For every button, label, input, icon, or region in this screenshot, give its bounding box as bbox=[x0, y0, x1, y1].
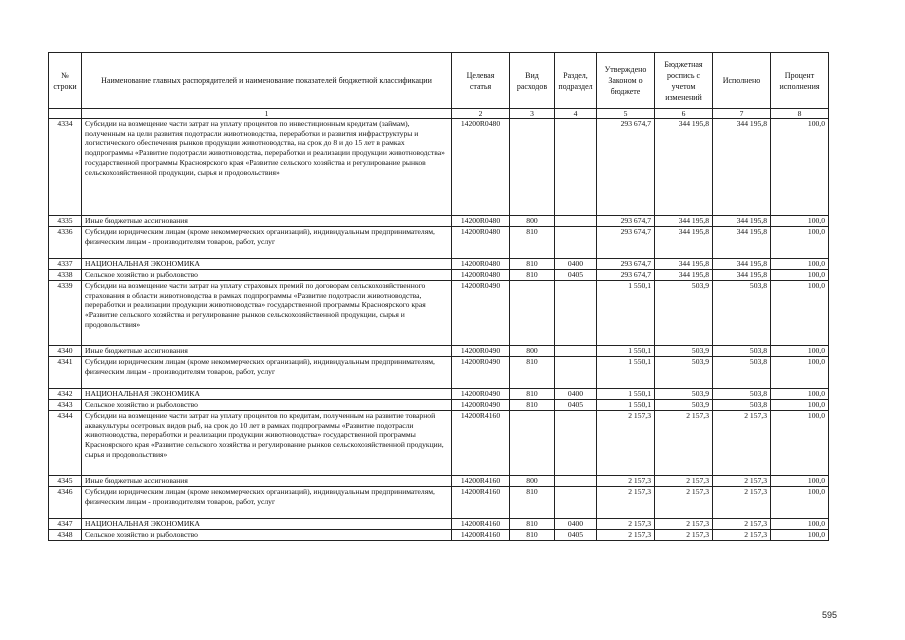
budget-table bbox=[48, 52, 829, 541]
table-row bbox=[49, 216, 829, 227]
row-executed: 2 157,3 bbox=[713, 476, 771, 487]
row-target-article: 14200R0480 bbox=[452, 270, 510, 281]
column-number: 5 bbox=[597, 109, 655, 119]
table-row bbox=[49, 357, 829, 389]
row-executed: 503,8 bbox=[713, 389, 771, 400]
row-number: 4339 bbox=[49, 281, 82, 346]
header-section: Раздел, подраздел bbox=[555, 53, 597, 109]
row-executed: 2 157,3 bbox=[713, 530, 771, 541]
row-percent: 100,0 bbox=[771, 400, 829, 411]
row-number: 4347 bbox=[49, 519, 82, 530]
row-target-article: 14200R0490 bbox=[452, 357, 510, 389]
row-approved: 2 157,3 bbox=[597, 530, 655, 541]
row-name: НАЦИОНАЛЬНАЯ ЭКОНОМИКА bbox=[82, 519, 452, 530]
row-approved: 2 157,3 bbox=[597, 519, 655, 530]
table-row bbox=[49, 259, 829, 270]
row-section bbox=[555, 476, 597, 487]
row-target-article: 14200R0490 bbox=[452, 346, 510, 357]
table-row bbox=[49, 119, 829, 216]
row-approved: 1 550,1 bbox=[597, 389, 655, 400]
budget-sheet bbox=[48, 52, 829, 541]
table-row bbox=[49, 270, 829, 281]
column-number: 6 bbox=[655, 109, 713, 119]
row-executed: 344 195,8 bbox=[713, 270, 771, 281]
row-target-article: 14200R0490 bbox=[452, 400, 510, 411]
row-allocation: 344 195,8 bbox=[655, 119, 713, 216]
row-expense-type: 810 bbox=[510, 519, 555, 530]
table-row bbox=[49, 227, 829, 259]
row-allocation: 2 157,3 bbox=[655, 476, 713, 487]
row-allocation: 344 195,8 bbox=[655, 259, 713, 270]
row-name: Сельское хозяйство и рыболовство bbox=[82, 530, 452, 541]
row-allocation: 503,9 bbox=[655, 389, 713, 400]
table-row bbox=[49, 400, 829, 411]
row-section bbox=[555, 411, 597, 476]
row-number: 4335 bbox=[49, 216, 82, 227]
column-number: 4 bbox=[555, 109, 597, 119]
row-number: 4346 bbox=[49, 487, 82, 519]
row-section: 0405 bbox=[555, 530, 597, 541]
row-target-article: 14200R4160 bbox=[452, 476, 510, 487]
row-number: 4337 bbox=[49, 259, 82, 270]
row-executed: 344 195,8 bbox=[713, 259, 771, 270]
row-name: Иные бюджетные ассигнования bbox=[82, 346, 452, 357]
row-name: Субсидии на возмещение части затрат на уплату процентов по инвестиционным кредитам (займам), полученным на цели развития подотрасли животноводства, переработки и развития инфраструктуры и логистического обеспечения рынков продукции животноводства, на срок до 8 и до 15 лет в рамках подпрограммы «Развитие подотрасли животноводства, переработки и реализации продукции животноводства» государственной программы Красноярского края «Развитие сельского хозяйства и регулирование рынков сельскохозяйственной продукции, сырья и продовольствия» bbox=[82, 119, 452, 216]
row-percent: 100,0 bbox=[771, 227, 829, 259]
row-target-article: 14200R0490 bbox=[452, 389, 510, 400]
row-name: НАЦИОНАЛЬНАЯ ЭКОНОМИКА bbox=[82, 259, 452, 270]
row-number: 4345 bbox=[49, 476, 82, 487]
row-approved: 293 674,7 bbox=[597, 270, 655, 281]
row-number: 4340 bbox=[49, 346, 82, 357]
row-expense-type bbox=[510, 411, 555, 476]
row-name: НАЦИОНАЛЬНАЯ ЭКОНОМИКА bbox=[82, 389, 452, 400]
column-number: 8 bbox=[771, 109, 829, 119]
row-name: Иные бюджетные ассигнования bbox=[82, 216, 452, 227]
row-approved: 1 550,1 bbox=[597, 281, 655, 346]
row-executed: 2 157,3 bbox=[713, 487, 771, 519]
row-allocation: 344 195,8 bbox=[655, 270, 713, 281]
row-executed: 503,8 bbox=[713, 281, 771, 346]
table-row bbox=[49, 346, 829, 357]
table-row bbox=[49, 476, 829, 487]
row-approved: 293 674,7 bbox=[597, 227, 655, 259]
row-name: Сельское хозяйство и рыболовство bbox=[82, 400, 452, 411]
row-percent: 100,0 bbox=[771, 411, 829, 476]
column-number: 7 bbox=[713, 109, 771, 119]
row-percent: 100,0 bbox=[771, 389, 829, 400]
row-executed: 344 195,8 bbox=[713, 227, 771, 259]
row-section: 0400 bbox=[555, 389, 597, 400]
row-allocation: 2 157,3 bbox=[655, 411, 713, 476]
row-expense-type: 810 bbox=[510, 389, 555, 400]
header-allocation: Бюджетная роспись с учетом изменений bbox=[655, 53, 713, 109]
row-percent: 100,0 bbox=[771, 487, 829, 519]
row-expense-type: 810 bbox=[510, 400, 555, 411]
row-allocation: 344 195,8 bbox=[655, 227, 713, 259]
row-name: Субсидии на возмещение части затрат на уплату процентов по кредитам, полученным на развитие товарной аквакультуры осетровых видов рыб, на срок до 10 лет в рамках подпрограммы «Развитие подотрасли животноводства, переработки и реализации продукции животноводства» государственной программы Красноярского края «Развитие сельского хозяйства и регулирование рынков сельскохозяйственной продукции, сырья и продовольствия» bbox=[82, 411, 452, 476]
row-target-article: 14200R0490 bbox=[452, 281, 510, 346]
row-number: 4348 bbox=[49, 530, 82, 541]
row-name: Субсидии на возмещение части затрат на уплату страховых премий по договорам сельскохозяйственного страхования в области животноводства в рамках подпрограммы «Развитие подотрасли животноводства, переработки и реализации продукции животноводства» государственной программы Красноярского края «Развитие сельского хозяйства и регулирование рынков сельскохозяйственной продукции, сырья и продовольствия» bbox=[82, 281, 452, 346]
row-percent: 100,0 bbox=[771, 519, 829, 530]
row-executed: 2 157,3 bbox=[713, 519, 771, 530]
header-percent: Процент исполнения bbox=[771, 53, 829, 109]
row-section bbox=[555, 119, 597, 216]
row-expense-type: 800 bbox=[510, 346, 555, 357]
header-row-no: № строки bbox=[49, 53, 82, 109]
column-number bbox=[49, 109, 82, 119]
row-target-article: 14200R0480 bbox=[452, 119, 510, 216]
row-name: Субсидии юридическим лицам (кроме некоммерческих организаций), индивидуальным предпринимателям, физическим лицам - производителям товаров, работ, услуг bbox=[82, 357, 452, 389]
row-target-article: 14200R4160 bbox=[452, 530, 510, 541]
row-expense-type: 810 bbox=[510, 227, 555, 259]
row-name: Сельское хозяйство и рыболовство bbox=[82, 270, 452, 281]
row-section bbox=[555, 346, 597, 357]
row-approved: 293 674,7 bbox=[597, 119, 655, 216]
header-approved: Утверждено Законом о бюджете bbox=[597, 53, 655, 109]
row-approved: 1 550,1 bbox=[597, 357, 655, 389]
row-name: Субсидии юридическим лицам (кроме некоммерческих организаций), индивидуальным предпринимателям, физическим лицам - производителям товаров, работ, услуг bbox=[82, 227, 452, 259]
table-row bbox=[49, 281, 829, 346]
table-row bbox=[49, 411, 829, 476]
header-target: Целевая статья bbox=[452, 53, 510, 109]
column-number-row bbox=[49, 109, 829, 119]
row-expense-type: 810 bbox=[510, 270, 555, 281]
row-number: 4341 bbox=[49, 357, 82, 389]
column-number: 3 bbox=[510, 109, 555, 119]
row-section bbox=[555, 281, 597, 346]
row-allocation: 2 157,3 bbox=[655, 487, 713, 519]
header-expense-type: Вид расходов bbox=[510, 53, 555, 109]
row-number: 4342 bbox=[49, 389, 82, 400]
row-allocation: 503,9 bbox=[655, 400, 713, 411]
row-allocation: 503,9 bbox=[655, 357, 713, 389]
table-row bbox=[49, 530, 829, 541]
row-section bbox=[555, 357, 597, 389]
row-approved: 1 550,1 bbox=[597, 400, 655, 411]
row-target-article: 14200R0480 bbox=[452, 216, 510, 227]
row-executed: 344 195,8 bbox=[713, 216, 771, 227]
row-approved: 293 674,7 bbox=[597, 259, 655, 270]
row-section bbox=[555, 216, 597, 227]
row-section bbox=[555, 487, 597, 519]
row-percent: 100,0 bbox=[771, 216, 829, 227]
row-section: 0400 bbox=[555, 259, 597, 270]
row-executed: 503,8 bbox=[713, 400, 771, 411]
row-executed: 2 157,3 bbox=[713, 411, 771, 476]
row-target-article: 14200R0480 bbox=[452, 259, 510, 270]
row-target-article: 14200R4160 bbox=[452, 519, 510, 530]
row-expense-type bbox=[510, 119, 555, 216]
row-allocation: 344 195,8 bbox=[655, 216, 713, 227]
row-section bbox=[555, 227, 597, 259]
row-number: 4334 bbox=[49, 119, 82, 216]
row-section: 0405 bbox=[555, 270, 597, 281]
row-allocation: 2 157,3 bbox=[655, 519, 713, 530]
row-expense-type: 810 bbox=[510, 487, 555, 519]
row-expense-type: 800 bbox=[510, 216, 555, 227]
row-name: Иные бюджетные ассигнования bbox=[82, 476, 452, 487]
row-approved: 1 550,1 bbox=[597, 346, 655, 357]
row-target-article: 14200R4160 bbox=[452, 487, 510, 519]
row-name: Субсидии юридическим лицам (кроме некоммерческих организаций), индивидуальным предпринимателям, физическим лицам - производителям товаров, работ, услуг bbox=[82, 487, 452, 519]
table-row bbox=[49, 487, 829, 519]
row-section: 0405 bbox=[555, 400, 597, 411]
row-executed: 503,8 bbox=[713, 357, 771, 389]
row-approved: 293 674,7 bbox=[597, 216, 655, 227]
row-number: 4343 bbox=[49, 400, 82, 411]
row-approved: 2 157,3 bbox=[597, 411, 655, 476]
row-number: 4344 bbox=[49, 411, 82, 476]
row-percent: 100,0 bbox=[771, 119, 829, 216]
row-approved: 2 157,3 bbox=[597, 476, 655, 487]
row-percent: 100,0 bbox=[771, 357, 829, 389]
row-approved: 2 157,3 bbox=[597, 487, 655, 519]
table-row bbox=[49, 519, 829, 530]
row-expense-type: 810 bbox=[510, 530, 555, 541]
table-row bbox=[49, 389, 829, 400]
row-executed: 344 195,8 bbox=[713, 119, 771, 216]
row-expense-type: 810 bbox=[510, 259, 555, 270]
row-percent: 100,0 bbox=[771, 346, 829, 357]
header-executed: Исполнено bbox=[713, 53, 771, 109]
row-expense-type bbox=[510, 281, 555, 346]
row-percent: 100,0 bbox=[771, 281, 829, 346]
column-number: 1 bbox=[82, 109, 452, 119]
row-allocation: 503,9 bbox=[655, 346, 713, 357]
row-number: 4338 bbox=[49, 270, 82, 281]
page-number: 595 bbox=[822, 610, 838, 620]
column-number: 2 bbox=[452, 109, 510, 119]
row-executed: 503,8 bbox=[713, 346, 771, 357]
row-expense-type: 810 bbox=[510, 357, 555, 389]
row-percent: 100,0 bbox=[771, 530, 829, 541]
row-percent: 100,0 bbox=[771, 476, 829, 487]
row-number: 4336 bbox=[49, 227, 82, 259]
row-percent: 100,0 bbox=[771, 270, 829, 281]
row-allocation: 503,9 bbox=[655, 281, 713, 346]
row-target-article: 14200R0480 bbox=[452, 227, 510, 259]
row-percent: 100,0 bbox=[771, 259, 829, 270]
header-name: Наименование главных распорядителей и наименование показателей бюджетной классификации bbox=[82, 53, 452, 109]
row-section: 0400 bbox=[555, 519, 597, 530]
header-row bbox=[49, 53, 829, 109]
row-expense-type: 800 bbox=[510, 476, 555, 487]
row-target-article: 14200R4160 bbox=[452, 411, 510, 476]
row-allocation: 2 157,3 bbox=[655, 530, 713, 541]
